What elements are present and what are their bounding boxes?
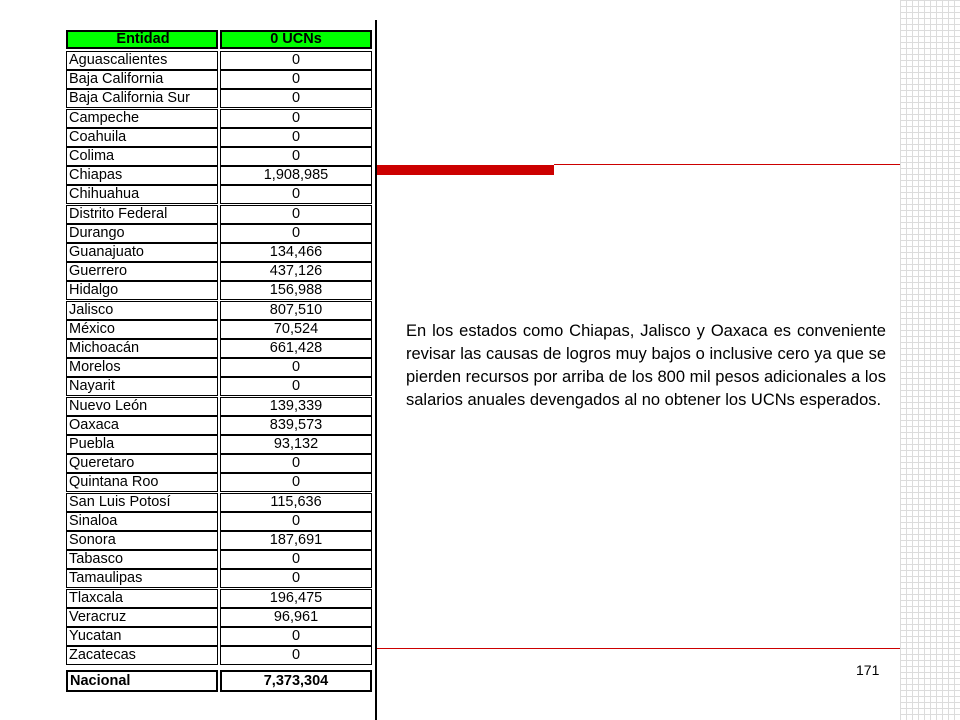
table-cell-value: 0	[220, 646, 372, 665]
table-cell-value: 70,524	[220, 320, 372, 339]
table-cell-value: 187,691	[220, 531, 372, 550]
table-cell-entity: Sinaloa	[66, 512, 218, 531]
table-cell-value: 0	[220, 454, 372, 473]
accent-red-bar	[372, 165, 554, 175]
table-cell-entity: Tamaulipas	[66, 569, 218, 588]
page-number: 171	[856, 662, 880, 678]
table-cell-value: 0	[220, 550, 372, 569]
table-cell-value: 0	[220, 627, 372, 646]
table-cell-value: 115,636	[220, 493, 372, 512]
table-cell-value: 0	[220, 51, 372, 70]
table-cell-value: 96,961	[220, 608, 372, 627]
table-cell-entity: Quintana Roo	[66, 473, 218, 492]
table-cell-value: 93,132	[220, 435, 372, 454]
table-cell-value: 0	[220, 147, 372, 166]
table-cell-entity: Zacatecas	[66, 646, 218, 665]
table-cell-entity: San Luis Potosí	[66, 493, 218, 512]
table-cell-entity: Oaxaca	[66, 416, 218, 435]
table-cell-value: 0	[220, 205, 372, 224]
table-cell-entity: Queretaro	[66, 454, 218, 473]
table-cell-entity: Coahuila	[66, 128, 218, 147]
accent-red-line-bottom	[372, 648, 900, 649]
table-cell-value: 0	[220, 70, 372, 89]
table-total-value: 7,373,304	[220, 670, 372, 692]
table-cell-value: 661,428	[220, 339, 372, 358]
table-cell-value: 0	[220, 377, 372, 396]
table-cell-entity: Chihuahua	[66, 185, 218, 204]
table-cell-entity: Yucatan	[66, 627, 218, 646]
table-cell-entity: Nuevo León	[66, 397, 218, 416]
table-cell-entity: México	[66, 320, 218, 339]
table-cell-entity: Baja California	[66, 70, 218, 89]
table-cell-value: 0	[220, 473, 372, 492]
table-cell-entity: Michoacán	[66, 339, 218, 358]
table-cell-entity: Guanajuato	[66, 243, 218, 262]
table-cell-entity: Distrito Federal	[66, 205, 218, 224]
table-header-entity: Entidad	[66, 30, 218, 49]
table-cell-entity: Morelos	[66, 358, 218, 377]
accent-red-line-top	[554, 164, 900, 165]
table-cell-entity: Colima	[66, 147, 218, 166]
table-cell-value: 156,988	[220, 281, 372, 300]
table-cell-entity: Puebla	[66, 435, 218, 454]
table-cell-entity: Veracruz	[66, 608, 218, 627]
table-cell-value: 807,510	[220, 301, 372, 320]
table-header-value: 0 UCNs	[220, 30, 372, 49]
table-cell-value: 0	[220, 185, 372, 204]
ucn-table	[52, 20, 377, 720]
table-cell-value: 196,475	[220, 589, 372, 608]
table-cell-entity: Guerrero	[66, 262, 218, 281]
table-cell-value: 0	[220, 128, 372, 147]
table-cell-value: 437,126	[220, 262, 372, 281]
table-cell-entity: Tlaxcala	[66, 589, 218, 608]
table-cell-value: 0	[220, 89, 372, 108]
table-cell-entity: Jalisco	[66, 301, 218, 320]
table-cell-entity: Baja California Sur	[66, 89, 218, 108]
table-cell-value: 0	[220, 224, 372, 243]
description-text: En los estados como Chiapas, Jalisco y Oaxaca es conveniente revisar las causas de logros muy bajos o inclusive cero ya que se pierden recursos por arriba de los 800 mil pesos adicionales a los salarios anuales devengados al no obtener los UCNs esperados.	[406, 322, 886, 409]
table-cell-value: 0	[220, 512, 372, 531]
table-cell-value: 839,573	[220, 416, 372, 435]
table-cell-value: 0	[220, 109, 372, 128]
table-cell-entity: Aguascalientes	[66, 51, 218, 70]
table-total-label: Nacional	[66, 670, 218, 692]
table-cell-value: 139,339	[220, 397, 372, 416]
table-cell-entity: Hidalgo	[66, 281, 218, 300]
table-cell-value: 0	[220, 569, 372, 588]
table-cell-value: 134,466	[220, 243, 372, 262]
table-cell-entity: Campeche	[66, 109, 218, 128]
table-cell-entity: Tabasco	[66, 550, 218, 569]
table-cell-entity: Nayarit	[66, 377, 218, 396]
table-cell-value: 1,908,985	[220, 166, 372, 185]
table-cell-entity: Durango	[66, 224, 218, 243]
table-cell-entity: Chiapas	[66, 166, 218, 185]
table-cell-value: 0	[220, 358, 372, 377]
table-cell-entity: Sonora	[66, 531, 218, 550]
